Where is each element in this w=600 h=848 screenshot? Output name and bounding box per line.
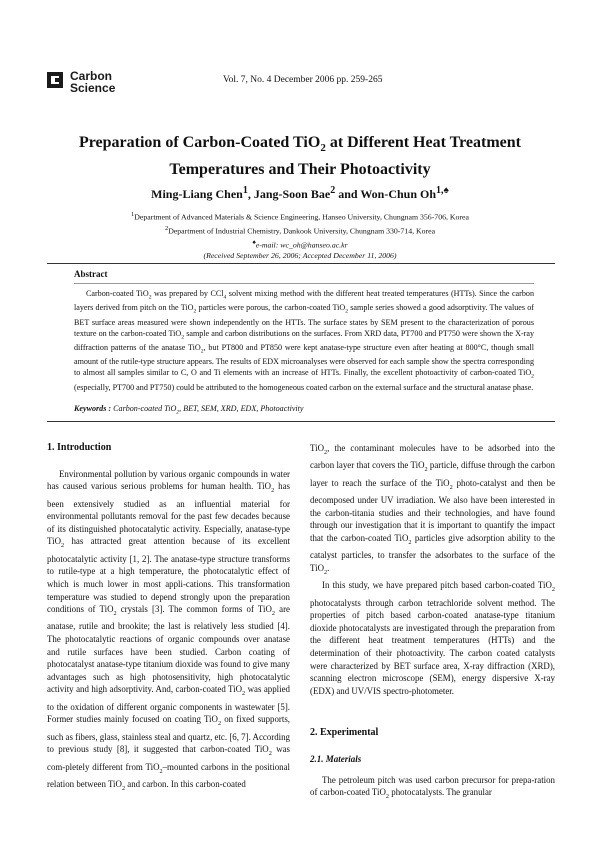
- abstract-text: Carbon-coated TiO$_2$ was prepared by CCl$_4$ solvent mixing method with the different heat treated temperatures (HTTs). Since the carbon layers derived from pitch on the TiO$_2$ particles were porous, the carbon-coated TiO$_2$ sample series showed a good adsorptivity. The values of BET surface areas measured were shown independently on the HTTs. The surface states by SEM present to the characterization of porous texture on the carbon-coated TiO$_2$ sample and carbon distributions on the surfaces. From XRD data, PT700 and PT750 were shown the X-ray diffraction patterns of the anatase TiO$_2$, but PT800 and PT850 were kept anatase-type structure even after heating at 800°C, though small amount of the rutile-type structure appears. The results of EDX microanalyses were observed for each sample show the spectra corresponding to almost all samples similar to C, O and Ti elements with an increase of HTTs. Finally, the excellent photoactivity of carbon-coated TiO$_2$ (especially, PT700 and PT750) could be attributed to the homogeneous coated carbon on the external surface and the structural anatase phase.: [74, 289, 534, 392]
- affiliation-2: $^2$Department of Industrial Chemistry, Dankook University, Chungnam 330-714, Korea: [164, 224, 436, 236]
- corresponding-email: ♠e-mail: wc_oh@hanseo.ac.kr: [252, 238, 348, 250]
- author-name: Won-Chun Oh: [360, 187, 437, 201]
- carbon-logo-icon: [47, 72, 63, 88]
- keywords: Keywords : Carbon-coated TiO$_2$, BET, SEM, XRD, EDX, Photoactivity: [74, 404, 304, 416]
- author-name: Ming-Liang Chen: [151, 187, 243, 201]
- section-heading-experimental: 2. Experimental: [310, 727, 379, 739]
- right-column: [310, 442, 555, 804]
- paper-title: Preparation of Carbon-Coated TiO$_2$ at Different Heat Treatment Temperatures and Their Photoactivity: [78, 134, 522, 179]
- keywords-label: Keywords :: [74, 404, 112, 413]
- intro-paragraph: Environmental pollution by various organic compounds in water has caused various serious problems for human health. TiO$_2$ has been extensively studied as an influential material for environmental pollutants removal for the past few decades because of its distinguished photocatalytic activity. Especially, anatase-type TiO$_2$ has attracted great attention because of its excellent photocatalytic activity [1, 2]. The anatase-type structure transforms to rutile-type at a high temperature, the photocatalytic effect of which is much lower in most appli-cations. This transformation temperature was studied to depend strongly upon the preparation conditions of TiO$_2$ crystals [3]. The common forms of TiO$_2$ are anatase, rutile and brookite; the last is relatively less studied [4]. The photocatalytic reactions of organic compounds over anatase and rutile surfaces have been studied. Carbon coating of photocatalyst anatase-type titanium dioxide was found to give many advantages such as high photosensitivity, high photocatalytic activity and high adsorptivity. And, carbon-coated TiO$_2$ was applied to the oxidation of different organic components in wastewater [5]. Former studies mainly focused on coating TiO$_2$ on fixed supports, such as fibers, glass, stainless steal and quartz, etc. [6, 7]. According to previous study [8], it suggested that carbon-coated TiO$_2$ was com-pletely different from TiO$_2$–mounted carbons in the positional relation between TiO$_2$ and carbon. In this carbon-coated: [47, 468, 291, 792]
- intro-paragraph-continued: TiO$_2$, the contaminant molecules have to be adsorbed into the carbon layer that covers the TiO$_2$ particle, diffuse through the carbon layer to reach the surface of the TiO$_2$ photo-catalyst and then be decomposed under UV irradiation. We also have been interested in the carbon-titania studies and their technologies, and have found through our investigation that it is important to quantify the impact that the carbon-coated TiO$_2$ particles give adsorption ability to the catalyst particles, to transfer the adsorbates to the surface of the TiO$_2$.: [310, 443, 556, 576]
- journal-volume-info: Vol. 7, No. 4 December 2006 pp. 259-265: [223, 75, 383, 85]
- journal-name: Carbon Science: [70, 69, 116, 95]
- affiliations: [40, 209, 560, 262]
- author-list: Ming-Liang Chen$^1$, Jang-Soon Bae$^2$ and Won-Chun $Oh^{1,♠}$: [151, 185, 449, 201]
- intro-paragraph-2: In this study, we have prepared pitch based carbon-coated TiO$_2$ photocatalysts through carbon tetrachloride solvent method. The properties of pitch based carbon-coated anatase-type titanium dioxide photocatalysts are investigated through the preparation from the different heat treatment temperatures (HTTs) and the determination of their photoactivity. The carbon coated catalysts were characterized by BET surface area, X-ray diffraction (XRD), scanning electron microscope (SEM), energy dispersive X-ray (EDX) and UV/VIS spectro-photometer.: [310, 580, 555, 696]
- abstract-top-rule: [47, 263, 555, 264]
- journal-logo: [47, 70, 115, 94]
- section-heading-introduction: 1. Introduction: [47, 442, 112, 453]
- materials-paragraph: The petroleum pitch was used carbon precursor for prepa-ration of carbon-coated TiO$_2$ photocatalysts. The granular: [310, 774, 555, 800]
- subsection-heading-materials: 2.1. Materials: [310, 753, 362, 764]
- abstract-heading-rule: [74, 283, 534, 284]
- abstract-heading: Abstract: [74, 269, 108, 279]
- received-dates: (Received September 26, 2006; Accepted December 11, 2006): [203, 251, 397, 261]
- left-column: [47, 442, 290, 796]
- affiliation-1: $^1$Department of Advanced Materials & Science Engineering, Hanseo University, Chungnam 356-706, Korea: [131, 211, 469, 222]
- abstract-bottom-rule: [47, 421, 555, 422]
- page-header: [47, 70, 557, 100]
- author-name: Jang-Soon Bae: [253, 187, 331, 201]
